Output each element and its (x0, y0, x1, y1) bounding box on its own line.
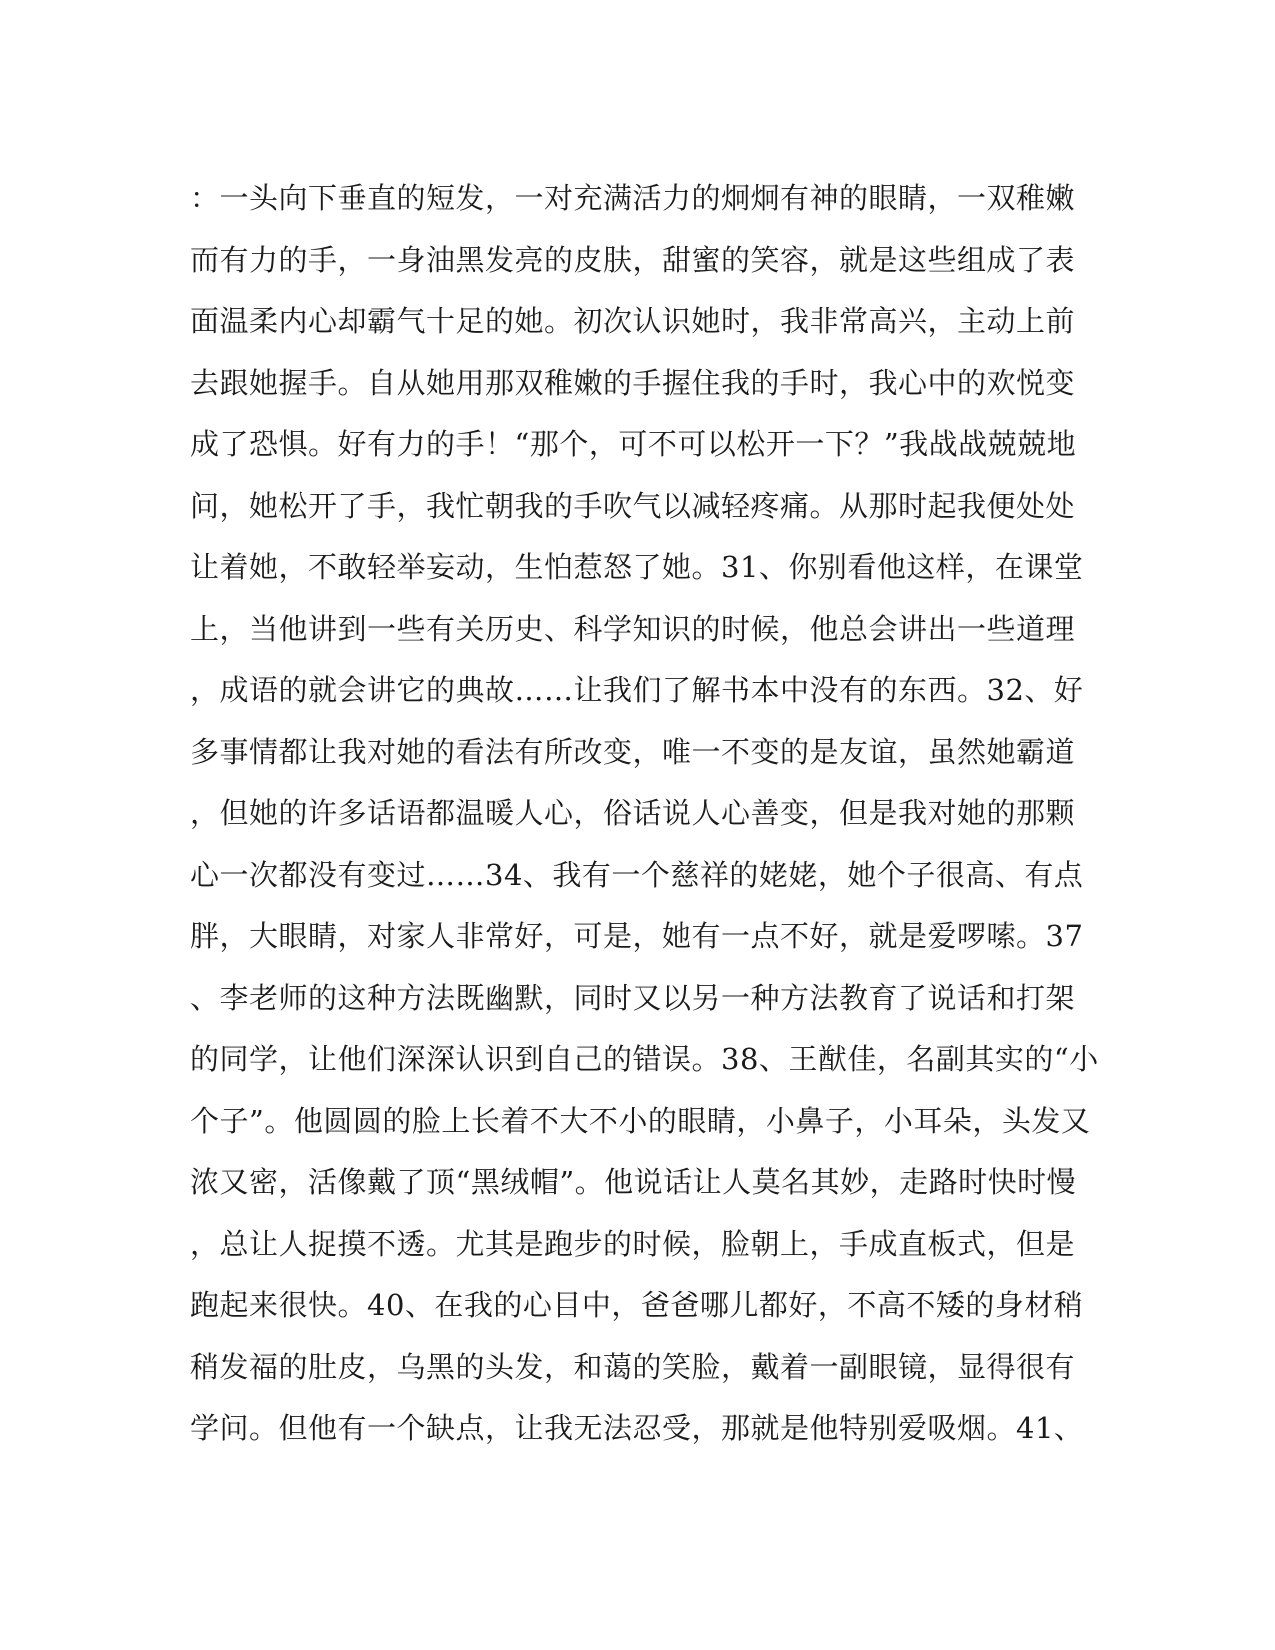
text-line: ：一头向下垂直的短发，一对充满活力的炯炯有神的眼睛，一双稚嫩 (190, 181, 1076, 215)
text-line: ，成语的就会讲它的典故……让我们了解书本中没有的东西。32、好 (190, 673, 1084, 707)
text-line: 的同学，让他们深深认识到自己的错误。38、王猷佳，名副其实的“小 (190, 1042, 1099, 1076)
text-line: 多事情都让我对她的看法有所改变，唯一不变的是友谊，虽然她霸道 (190, 734, 1076, 769)
text-line: 让着她，不敢轻举妄动，生怕惹怒了她。31、你别看他这样，在课堂 (190, 550, 1084, 584)
body-text (190, 168, 1099, 1460)
text-line: 成了恐惧。好有力的手！“那个，可不可以松开一下？”我战战兢兢地 (190, 427, 1077, 461)
text-line: 胖，大眼睛，对家人非常好，可是，她有一点不好，就是爱啰嗦。37 (190, 919, 1084, 953)
text-line: 浓又密，活像戴了顶“黑绒帽”。他说话让人莫名其妙，走路时快时慢 (190, 1165, 1077, 1199)
text-line: 去跟她握手。自从她用那双稚嫩的手握住我的手时，我心中的欢悦变 (190, 365, 1076, 400)
text-line: 、李老师的这种方法既幽默，同时又以另一种方法教育了说话和打架 (190, 980, 1076, 1015)
text-line: 稍发福的肚皮，乌黑的头发，和蔼的笑脸，戴着一副眼镜，显得很有 (190, 1349, 1076, 1384)
text-line: 学问。但他有一个缺点，让我无法忍受，那就是他特别爱吸烟。41、 (190, 1411, 1084, 1445)
text-line: 问，她松开了手，我忙朝我的手吹气以减轻疼痛。从那时起我便处处 (190, 488, 1076, 523)
text-line: ，总让人捉摸不透。尤其是跑步的时候，脸朝上，手成直板式，但是 (190, 1226, 1076, 1261)
text-line: 跑起来很快。40、在我的心目中，爸爸哪儿都好，不高不矮的身材稍 (190, 1288, 1084, 1322)
text-line: 而有力的手，一身油黑发亮的皮肤，甜蜜的笑容，就是这些组成了表 (190, 242, 1076, 277)
text-line: 面温柔内心却霸气十足的她。初次认识她时，我非常高兴，主动上前 (190, 304, 1076, 338)
text-line: 上，当他讲到一些有关历史、科学知识的时候，他总会讲出一些道理 (190, 611, 1076, 646)
text-line: 个子”。他圆圆的脸上长着不大不小的眼睛，小鼻子，小耳朵，头发又 (190, 1103, 1091, 1138)
text-line: 心一次都没有变过……34、我有一个慈祥的姥姥，她个子很高、有点 (190, 857, 1084, 892)
text-line: ，但她的许多话语都温暖人心，俗话说人心善变，但是我对她的那颗 (190, 796, 1076, 830)
